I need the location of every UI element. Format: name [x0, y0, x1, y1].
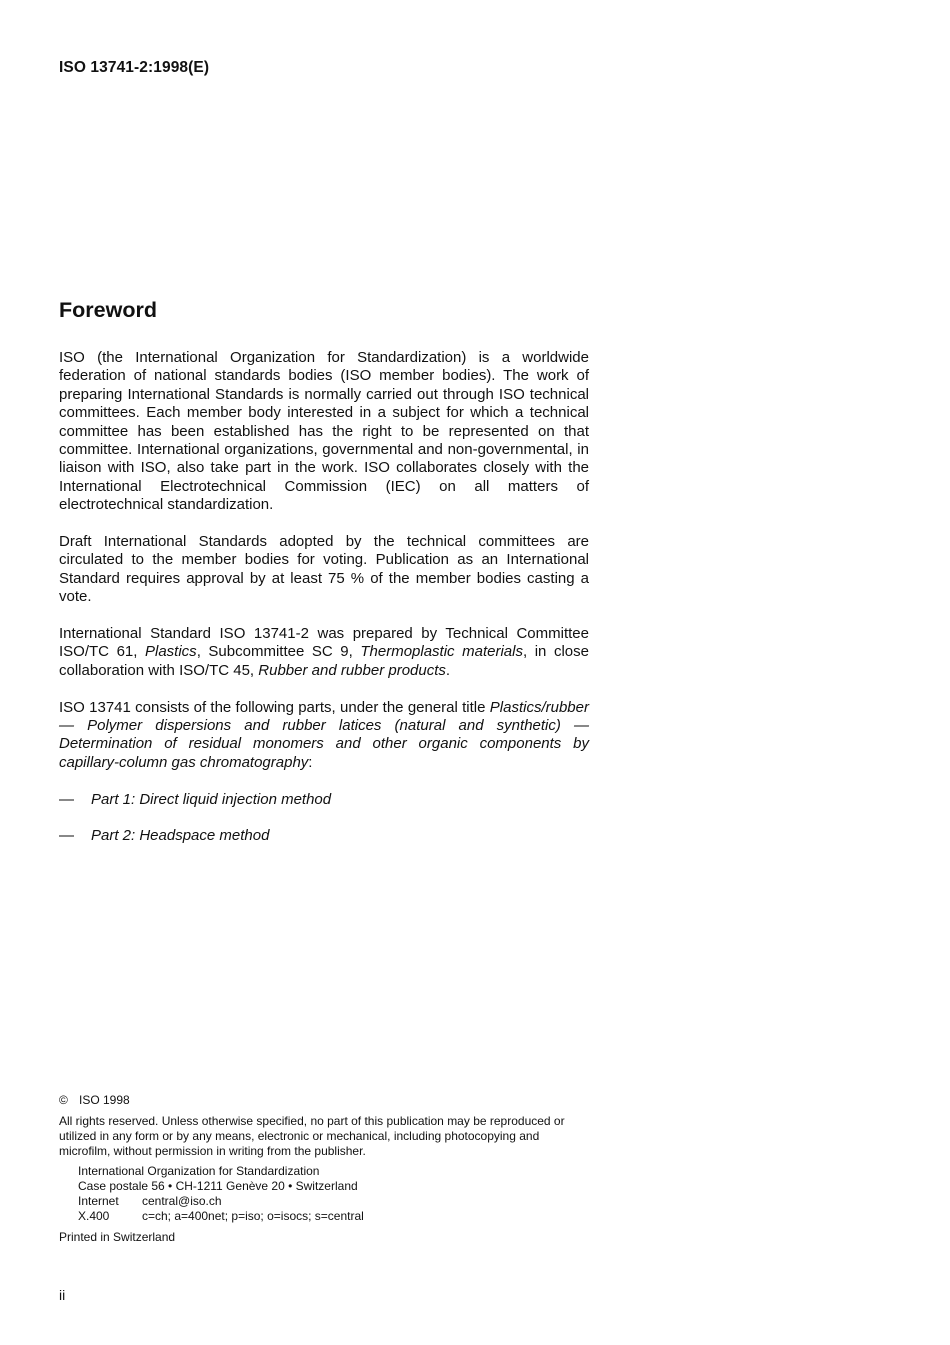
p4-text-c: : [308, 753, 313, 771]
internet-row [78, 1194, 591, 1209]
foreword-heading: Foreword [59, 298, 157, 322]
p4-general-title: Plastics/rubber — Polymer dispersions and rubber latices (natural and synthetic) — Determination of residual monomers and other organic components by capillary-column gas chromatography [59, 698, 589, 771]
foreword-body [59, 349, 589, 864]
dash-marker: — [59, 790, 74, 808]
publisher-org: International Organization for Standardization [78, 1164, 320, 1178]
x400-row [78, 1209, 591, 1224]
p4-text-a: ISO 13741 consists of the following parts, under the general title [59, 698, 490, 716]
printed-in: Printed in Switzerland [59, 1230, 176, 1244]
p3-rubber-products: Rubber and rubber products [258, 661, 446, 679]
p3-text-a: International Standard ISO 13741-2 was prepared by Technical Committee ISO/TC 61, [59, 625, 589, 661]
internet-key: Internet [78, 1194, 119, 1208]
part-list-item [59, 827, 589, 845]
p3-plastics: Plastics [145, 643, 197, 661]
foreword-paragraph-2: Draft International Standards adopted by the technical committees are circulated to the member bodies for voting. Publication as an International Standard requires approval by at least 75 % of the member bodies casting a vote. [59, 533, 589, 606]
part-list-item [59, 791, 589, 809]
document-id: ISO 13741-2:1998(E) [59, 59, 210, 76]
copyright-line [59, 1093, 591, 1108]
foreword-paragraph-4 [59, 699, 589, 773]
foreword-paragraph-1: ISO (the International Organization for Standardization) is a worldwide federation of national standards bodies (ISO member bodies). The work of preparing International Standards is normally carried out through ISO technical committees. Each member body interested in a subject for which a technical committee has been established has the right to be represented on that committee. International organizations, governmental and non-governmental, in liaison with ISO, also take part in the work. ISO collaborates closely with the International Electrotechnical Commission (IEC) on all matters of electrotechnical standardization. [59, 349, 589, 514]
copyright-block [59, 1093, 591, 1245]
part-2-label: Part 2: Headspace method [91, 827, 270, 845]
dash-marker: — [59, 827, 74, 845]
copyright-icon: © [59, 1093, 68, 1107]
p3-text-g: . [445, 661, 451, 679]
p3-text-e: , in close collaboration with ISO/TC 45, [59, 643, 589, 679]
publisher-address [59, 1164, 591, 1224]
internet-value: central@iso.ch [142, 1194, 222, 1208]
page-number: ii [59, 1287, 66, 1303]
foreword-paragraph-3 [59, 625, 589, 680]
x400-value: c=ch; a=400net; p=iso; o=isocs; s=central [142, 1209, 364, 1223]
x400-key: X.400 [78, 1209, 110, 1223]
copyright-year: ISO 1998 [79, 1093, 130, 1107]
publisher-postal: Case postale 56 • CH-1211 Genève 20 • Switzerland [78, 1179, 358, 1193]
p3-text-c: , Subcommittee SC 9, [196, 643, 361, 661]
p3-thermoplastic: Thermoplastic materials [360, 643, 523, 661]
part-1-label: Part 1: Direct liquid injection method [91, 790, 332, 808]
rights-notice: All rights reserved. Unless otherwise specified, no part of this publication may be reproduced or utilized in any form or by any means, electronic or mechanical, including photocopying and microfilm, without permission in writing from the publisher. [59, 1114, 565, 1158]
